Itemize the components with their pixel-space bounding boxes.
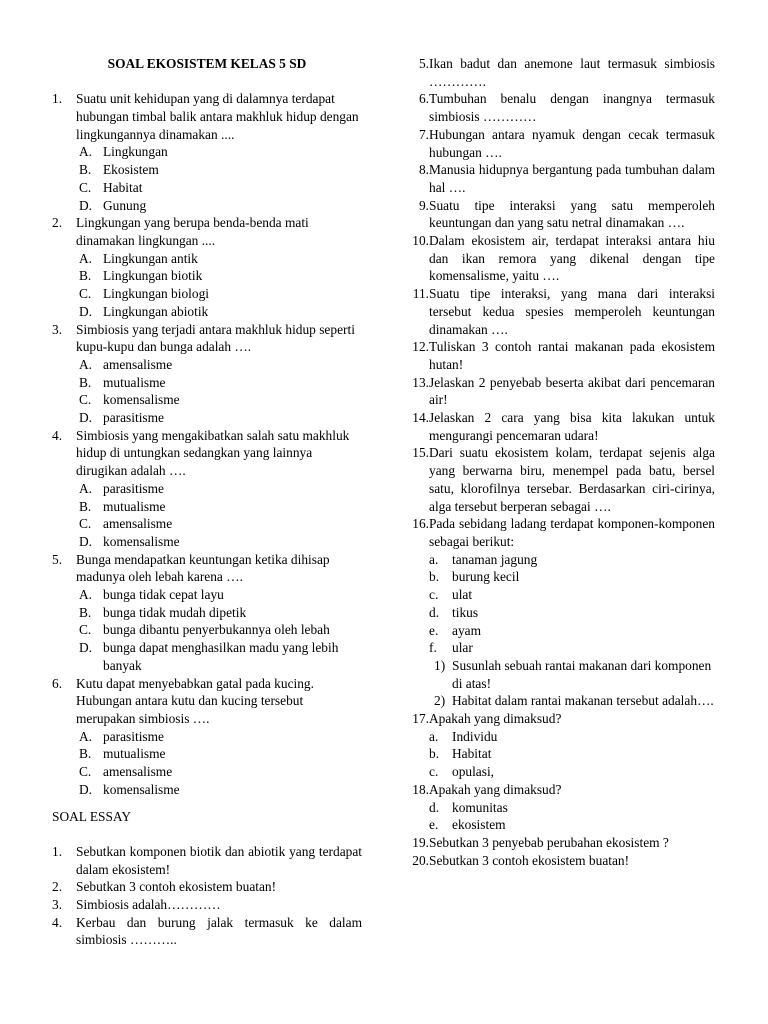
option-text: Lingkungan biologi bbox=[103, 286, 210, 302]
option-item bbox=[429, 622, 715, 640]
question-text: Jelaskan 2 cara yang bisa kita lakukan untuk mengurangi pencemaran udara! bbox=[429, 410, 715, 443]
option-text: mutualisme bbox=[103, 498, 166, 514]
option-text: mutualisme bbox=[103, 746, 166, 762]
question-number: 3. bbox=[52, 897, 63, 912]
multiple-choice-list bbox=[52, 90, 362, 798]
option-item bbox=[79, 197, 362, 215]
option-item bbox=[429, 551, 715, 569]
option-text: amensalisme bbox=[103, 764, 173, 780]
option-text: tikus bbox=[452, 604, 479, 620]
option-label: A. bbox=[79, 144, 93, 160]
option-label: d. bbox=[429, 604, 440, 620]
option-list bbox=[429, 551, 715, 657]
option-label: c. bbox=[429, 764, 439, 780]
option-item bbox=[429, 568, 715, 586]
option-item bbox=[79, 763, 362, 781]
question-item bbox=[52, 914, 362, 949]
option-label: C. bbox=[79, 764, 92, 780]
question-number: 12. bbox=[412, 339, 429, 355]
option-text: bunga dibantu penyerbukannya oleh lebah bbox=[103, 622, 330, 638]
option-item bbox=[79, 781, 362, 799]
option-item bbox=[79, 604, 362, 622]
essay-list-left bbox=[52, 843, 362, 949]
question-number: 1. bbox=[52, 91, 63, 107]
option-text: ulat bbox=[452, 587, 473, 603]
option-text: komensalisme bbox=[103, 533, 180, 549]
question-item bbox=[404, 781, 715, 799]
option-text: parasitisme bbox=[103, 728, 164, 744]
question-number: 11. bbox=[412, 286, 429, 302]
question-item bbox=[404, 232, 715, 285]
option-label: B. bbox=[79, 498, 92, 514]
question-text: Apakah yang dimaksud? bbox=[429, 711, 562, 727]
question-text: Tumbuhan benalu dengan inangnya termasuk simbiosis ………… bbox=[429, 91, 715, 125]
option-item bbox=[429, 799, 715, 817]
question-text: Ikan badut dan anemone laut termasuk simbiosis …………. bbox=[429, 56, 715, 89]
question-number: 4. bbox=[52, 427, 63, 443]
question-text: Simbiosis adalah………… bbox=[76, 897, 221, 912]
question-text: Suatu tipe interaksi yang satu memperoleh keuntungan dan yang satu netral dinamakan …. bbox=[429, 197, 715, 231]
question-item bbox=[52, 90, 362, 143]
question-number: 3. bbox=[52, 321, 63, 337]
page-title: SOAL EKOSISTEM KELAS 5 SD bbox=[107, 56, 307, 71]
question-number: 1. bbox=[52, 843, 63, 859]
question-text: Kutu dapat menyebabkan gatal pada kucing. Hubungan antara kutu dan kucing tersebut merupakan simbiosis …. bbox=[76, 675, 314, 726]
question-text: Lingkungan yang berupa benda-benda mati dinamakan lingkungan .... bbox=[76, 215, 309, 248]
option-label: C. bbox=[79, 516, 92, 532]
question-item bbox=[52, 878, 362, 896]
question-item bbox=[52, 843, 362, 878]
option-label: e. bbox=[429, 817, 439, 833]
option-label: B. bbox=[79, 268, 92, 284]
option-label: A. bbox=[79, 250, 93, 266]
question-number: 2. bbox=[52, 879, 63, 895]
option-list bbox=[79, 728, 362, 799]
question-text: Hubungan antara nyamuk dengan cecak termasuk hubungan …. bbox=[429, 126, 715, 160]
option-item bbox=[79, 409, 362, 427]
question-number: 6. bbox=[52, 675, 63, 691]
option-label: b. bbox=[429, 569, 440, 585]
question-item bbox=[404, 710, 715, 728]
question-number: 19. bbox=[412, 834, 429, 850]
question-number: 4. bbox=[52, 914, 63, 930]
question-item bbox=[404, 338, 715, 373]
question-item bbox=[404, 834, 715, 852]
question-text: Dari suatu ekosistem kolam, terdapat sejenis alga yang berwarna biru, menempel pada batu, bersel satu, klorofilnya tersebar. Berdasarkan ciri-cirinya, alga tersebut berperan sebagai …. bbox=[429, 445, 715, 514]
option-label: C. bbox=[79, 286, 92, 302]
option-text: burung kecil bbox=[452, 569, 520, 585]
question-number: 16. bbox=[412, 516, 429, 532]
question-text: Apakah yang dimaksud? bbox=[429, 781, 562, 797]
option-item bbox=[429, 763, 715, 781]
question-text: Sebutkan 3 contoh ekosistem buatan! bbox=[76, 879, 277, 895]
option-label: a. bbox=[429, 728, 439, 744]
option-label: D. bbox=[79, 410, 93, 426]
option-text: tanaman jagung bbox=[452, 551, 538, 567]
option-text: Habitat bbox=[103, 179, 143, 195]
option-label: a. bbox=[429, 551, 439, 567]
option-label: C. bbox=[79, 179, 92, 195]
question-number: 8. bbox=[418, 162, 429, 178]
option-text: ayam bbox=[452, 622, 481, 638]
question-item bbox=[404, 90, 715, 125]
option-text: amensalisme bbox=[103, 356, 173, 372]
option-item bbox=[79, 728, 362, 746]
question-item bbox=[404, 409, 715, 444]
question-item bbox=[404, 515, 715, 550]
question-text: Simbiosis yang terjadi antara makhluk hidup seperti kupu-kupu dan bunga adalah …. bbox=[76, 321, 355, 355]
essay-list-right bbox=[404, 55, 715, 515]
question-item bbox=[404, 161, 715, 196]
option-list bbox=[79, 586, 362, 675]
option-label: A. bbox=[79, 480, 93, 496]
option-list bbox=[429, 799, 715, 834]
question-text: Suatu unit kehidupan yang di dalamnya terdapat hubungan timbal balik antara makhluk hidup dengan lingkungannya dinamakan .... bbox=[76, 91, 359, 142]
question-number: 5. bbox=[418, 56, 429, 71]
option-item bbox=[429, 816, 715, 834]
option-item bbox=[79, 621, 362, 639]
sub-question bbox=[434, 657, 715, 692]
option-label: B. bbox=[79, 746, 92, 762]
question-text: Tuliskan 3 contoh rantai makanan pada ekosistem hutan! bbox=[429, 339, 715, 372]
option-text: komensalisme bbox=[103, 392, 180, 408]
option-item bbox=[79, 745, 362, 763]
question-item bbox=[404, 374, 715, 409]
option-item bbox=[429, 745, 715, 763]
option-item bbox=[79, 391, 362, 409]
option-text: ekosistem bbox=[452, 817, 506, 833]
question-text: Jelaskan 2 penyebab beserta akibat dari pencemaran air! bbox=[429, 374, 715, 408]
question-number: 7. bbox=[418, 126, 429, 142]
question-17 bbox=[404, 710, 715, 781]
option-text: Lingkungan biotik bbox=[103, 268, 203, 284]
option-label: D. bbox=[79, 197, 93, 213]
sub-question-text: Habitat dalam rantai makanan tersebut adalah…. bbox=[452, 693, 714, 709]
question-item bbox=[404, 852, 715, 870]
option-item bbox=[79, 356, 362, 374]
option-label: A. bbox=[79, 356, 93, 372]
option-label: d. bbox=[429, 799, 440, 815]
option-list bbox=[79, 356, 362, 427]
option-label: A. bbox=[79, 587, 93, 603]
option-list bbox=[429, 728, 715, 781]
option-text: mutualisme bbox=[103, 374, 166, 390]
option-item bbox=[79, 285, 362, 303]
option-label: D. bbox=[79, 640, 93, 656]
question-number: 14. bbox=[412, 410, 429, 426]
option-item bbox=[79, 143, 362, 161]
question-number: 17. bbox=[412, 711, 429, 727]
sub-question-text: Susunlah sebuah rantai makanan dari komponen di atas! bbox=[452, 657, 712, 691]
question-text: Sebutkan 3 contoh ekosistem buatan! bbox=[429, 852, 630, 868]
question-text: Sebutkan komponen biotik dan abiotik yang terdapat dalam ekosistem! bbox=[76, 843, 362, 877]
question-item bbox=[404, 55, 715, 90]
question-text: Bunga mendapatkan keuntungan ketika dihisap madunya oleh lebah karena …. bbox=[76, 551, 330, 585]
option-item bbox=[79, 303, 362, 321]
question-item bbox=[404, 285, 715, 338]
question-number: 15. bbox=[412, 445, 429, 461]
option-label: D. bbox=[79, 533, 93, 549]
question-item bbox=[52, 551, 362, 586]
option-list bbox=[79, 250, 362, 321]
option-text: komensalisme bbox=[103, 781, 180, 797]
option-label: C. bbox=[79, 392, 92, 408]
question-text: Dalam ekosistem air, terdapat interaksi antara hiu dan ikan remora yang dikenal dengan tipe komensalisme, yaitu …. bbox=[429, 233, 715, 284]
option-item bbox=[79, 161, 362, 179]
question-number: 2. bbox=[52, 215, 63, 231]
question-item bbox=[52, 675, 362, 728]
option-label: C. bbox=[79, 622, 92, 638]
option-text: parasitisme bbox=[103, 480, 164, 496]
option-text: bunga tidak cepat layu bbox=[103, 587, 224, 603]
question-number: 6. bbox=[418, 91, 429, 107]
option-list bbox=[79, 480, 362, 551]
option-label: D. bbox=[79, 781, 93, 797]
option-text: Habitat bbox=[452, 746, 492, 762]
question-item bbox=[404, 444, 715, 515]
question-item bbox=[404, 126, 715, 161]
option-text: Lingkungan antik bbox=[103, 250, 198, 266]
question-text: Kerbau dan burung jalak termasuk ke dalam simbiosis ……….. bbox=[76, 914, 362, 948]
question-item bbox=[52, 321, 362, 356]
option-text: komunitas bbox=[452, 799, 508, 815]
question-item bbox=[52, 427, 362, 480]
option-label: A. bbox=[79, 728, 93, 744]
option-label: B. bbox=[79, 604, 92, 620]
sub-question bbox=[434, 692, 715, 710]
question-text: Simbiosis yang mengakibatkan salah satu makhluk hidup di untungkan sedangkan yang lainnya dirugikan adalah …. bbox=[76, 427, 350, 479]
question-number: 20. bbox=[412, 852, 429, 868]
option-item bbox=[79, 533, 362, 551]
option-label: B. bbox=[79, 162, 92, 178]
option-label: D. bbox=[79, 303, 93, 319]
question-item bbox=[404, 197, 715, 232]
option-item bbox=[429, 604, 715, 622]
option-item bbox=[79, 374, 362, 392]
question-text: Manusia hidupnya bergantung pada tumbuhan dalam hal …. bbox=[429, 162, 715, 195]
left-column bbox=[52, 55, 362, 949]
option-text: amensalisme bbox=[103, 516, 173, 532]
option-text: Lingkungan abiotik bbox=[103, 303, 209, 319]
option-label: B. bbox=[79, 374, 92, 390]
option-item bbox=[79, 179, 362, 197]
option-item bbox=[79, 480, 362, 498]
question-number: 5. bbox=[52, 551, 63, 567]
option-text: bunga dapat menghasilkan madu yang lebih banyak bbox=[103, 640, 339, 673]
option-text: bunga tidak mudah dipetik bbox=[103, 604, 247, 620]
option-label: e. bbox=[429, 622, 439, 638]
question-text: Pada sebidang ladang terdapat komponen-komponen sebagai berikut: bbox=[429, 516, 715, 549]
question-item bbox=[52, 896, 362, 914]
essay-heading: SOAL ESSAY bbox=[52, 808, 132, 824]
question-text: Suatu tipe interaksi, yang mana dari interaksi tersebut kedua spesies memperoleh keuntungan dinamakan …. bbox=[429, 286, 715, 337]
option-text: Lingkungan bbox=[103, 144, 168, 160]
option-list bbox=[79, 143, 362, 214]
option-label: b. bbox=[429, 746, 440, 762]
question-number: 10. bbox=[412, 233, 429, 249]
option-item bbox=[79, 639, 362, 674]
option-item bbox=[79, 586, 362, 604]
option-label: f. bbox=[429, 640, 437, 656]
question-16 bbox=[404, 515, 715, 710]
option-item bbox=[429, 728, 715, 746]
option-text: opulasi, bbox=[452, 764, 495, 780]
option-text: Gunung bbox=[103, 197, 147, 213]
sub-question-number: 2) bbox=[434, 693, 446, 709]
option-text: parasitisme bbox=[103, 410, 164, 426]
option-item bbox=[429, 639, 715, 657]
option-label: c. bbox=[429, 587, 439, 603]
option-text: Ekosistem bbox=[103, 162, 159, 178]
option-item bbox=[79, 515, 362, 533]
essay-list-right-end bbox=[404, 834, 715, 869]
option-item bbox=[429, 586, 715, 604]
question-text: Sebutkan 3 penyebab perubahan ekosistem ? bbox=[429, 834, 669, 850]
question-number: 13. bbox=[412, 374, 429, 390]
option-item bbox=[79, 498, 362, 516]
option-item bbox=[79, 267, 362, 285]
option-text: Individu bbox=[452, 728, 498, 744]
question-number: 9. bbox=[418, 197, 429, 213]
question-item bbox=[52, 214, 362, 249]
question-18 bbox=[404, 781, 715, 834]
option-text: ular bbox=[452, 640, 473, 656]
question-number: 18. bbox=[412, 781, 429, 797]
sub-question-number: 1) bbox=[434, 657, 446, 673]
right-column bbox=[404, 55, 715, 869]
option-item bbox=[79, 250, 362, 268]
